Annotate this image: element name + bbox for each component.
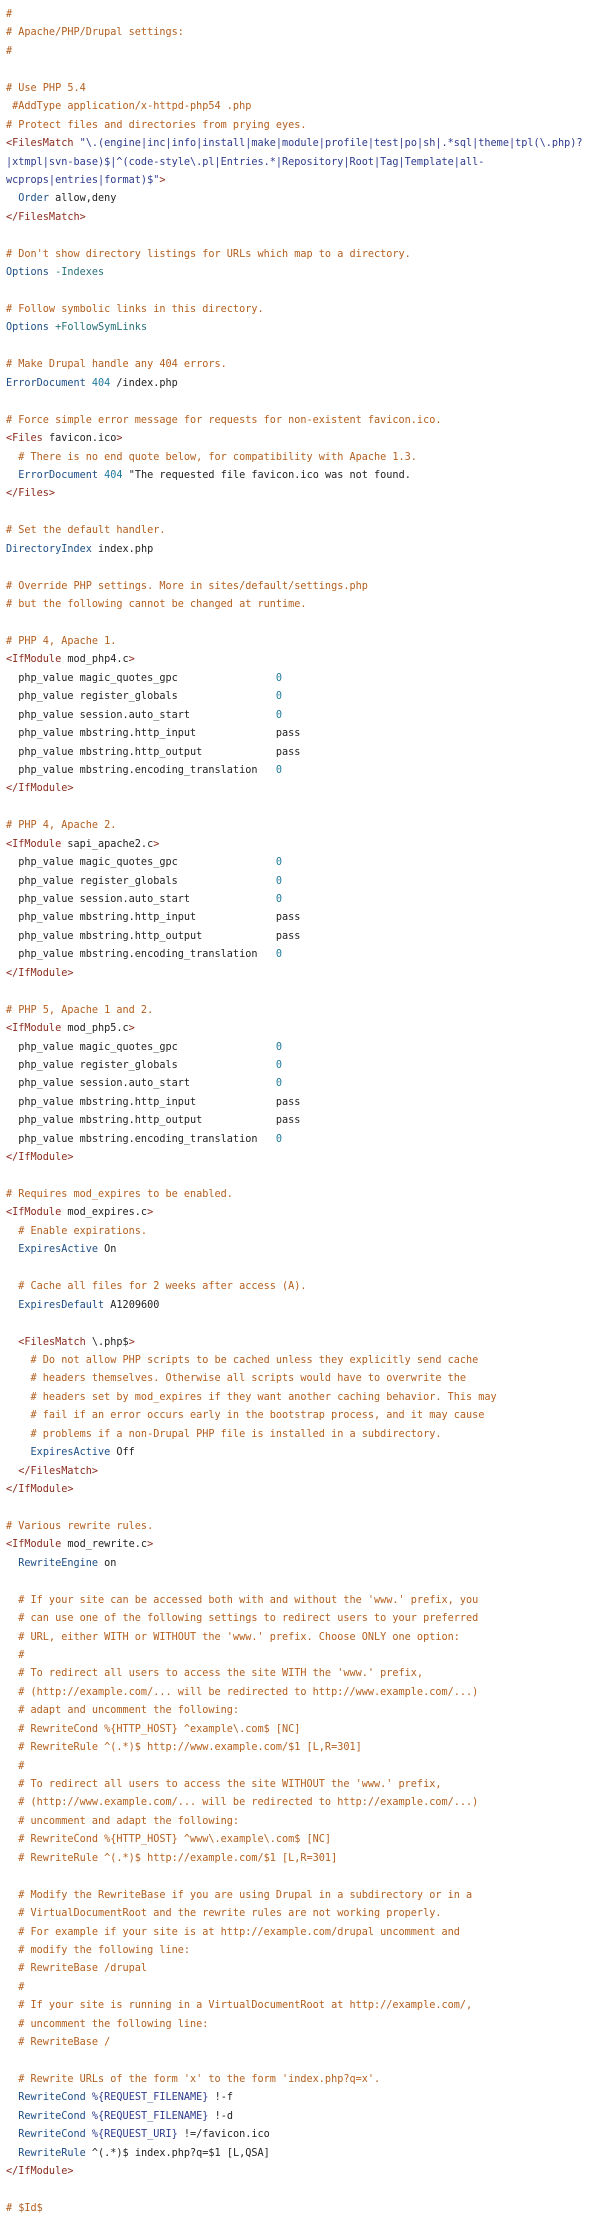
code-line bbox=[6, 1758, 600, 1776]
code-line bbox=[6, 1924, 600, 1942]
code-line bbox=[6, 1131, 600, 1149]
code-line bbox=[6, 1739, 600, 1757]
code-line bbox=[6, 412, 600, 430]
text-token: php_value mbstring.http_output pass bbox=[6, 1115, 301, 1127]
comment-token: # Requires mod_expires to be enabled. bbox=[6, 1189, 233, 1200]
code-line bbox=[6, 1997, 600, 2015]
code-line bbox=[6, 578, 600, 596]
tag-token: <FilesMatch bbox=[18, 1336, 86, 1348]
code-line bbox=[6, 1278, 600, 1296]
directive-token: ErrorDocument bbox=[6, 377, 86, 389]
comment-token: # To redirect all users to access the site WITHOUT the 'www.' prefix, bbox=[6, 1779, 442, 1790]
code-line bbox=[6, 2163, 600, 2181]
code-line bbox=[6, 1241, 600, 1259]
directive-token: ErrorDocument bbox=[18, 469, 99, 481]
code-line bbox=[6, 1463, 600, 1481]
code-line bbox=[6, 1389, 600, 1407]
text-token: php_value magic_quotes_gpc bbox=[6, 1041, 276, 1053]
text-token: php_value register_globals bbox=[6, 691, 276, 703]
code-line bbox=[6, 1979, 600, 1997]
code-line bbox=[6, 301, 600, 319]
code-line bbox=[6, 1407, 600, 1425]
number-token: 0 bbox=[275, 1078, 283, 1090]
code-line bbox=[6, 1555, 600, 1573]
directive-token: Options bbox=[6, 267, 49, 279]
comment-token: # RewriteCond %{HTTP_HOST} ^www\.example\.com$ [NC] bbox=[6, 1834, 332, 1846]
code-line bbox=[6, 1629, 600, 1647]
code-line bbox=[6, 836, 600, 854]
text-token: index.php bbox=[91, 543, 154, 555]
directive-token: ExpiresActive bbox=[18, 1244, 99, 1256]
text-token: php_value session.auto_start bbox=[6, 894, 276, 905]
code-line bbox=[6, 2089, 600, 2107]
blank-line bbox=[6, 283, 600, 301]
text-token: php_value magic_quotes_gpc bbox=[6, 857, 276, 869]
code-line bbox=[6, 1481, 600, 1499]
code-line bbox=[6, 1039, 600, 1057]
tag-token: > bbox=[128, 1023, 135, 1035]
code-line bbox=[6, 1297, 600, 1315]
comment-token: # uncomment and adapt the following: bbox=[6, 1815, 240, 1827]
text-token: php_value mbstring.http_input pass bbox=[6, 912, 301, 924]
code-line bbox=[6, 1204, 600, 1222]
code-line bbox=[6, 246, 600, 264]
text-token: "The requested file favicon.ico was not found. bbox=[122, 469, 411, 481]
option-token: +FollowSymLinks bbox=[55, 322, 148, 334]
tag-token: </IfModule> bbox=[6, 1484, 74, 1495]
text-token: php_value mbstring.encoding_translation bbox=[6, 764, 276, 776]
comment-token: # bbox=[6, 1760, 25, 1772]
code-line bbox=[6, 98, 600, 116]
text-token: php_value session.auto_start bbox=[6, 709, 276, 721]
tag-token: </Files> bbox=[6, 488, 56, 500]
code-line bbox=[6, 965, 600, 983]
code-line bbox=[6, 1960, 600, 1978]
code-line bbox=[6, 154, 600, 172]
text-token: mod_expires.c bbox=[61, 1207, 148, 1219]
number-token: 0 bbox=[275, 691, 283, 703]
blank-line bbox=[6, 1168, 600, 1186]
text-token: mod_php4.c bbox=[61, 654, 129, 666]
code-line bbox=[6, 1813, 600, 1831]
string-token: "\.(engine|inc|info|install|make|module|profile|test|po|sh|.*sql|theme|tpl(\.php)? bbox=[79, 138, 583, 150]
code-line bbox=[6, 2145, 600, 2163]
comment-token: # Protect files and directories from prying eyes. bbox=[6, 119, 307, 131]
code-line bbox=[6, 135, 600, 153]
text-token: php_value session.auto_start bbox=[6, 1078, 276, 1090]
tag-token: <IfModule bbox=[6, 838, 62, 850]
comment-token: # If your site can be accessed both with and without the 'www.' prefix, you bbox=[6, 1594, 479, 1606]
text-token bbox=[6, 1466, 18, 1477]
comment-token: # problems if a non-Drupal PHP file is installed in a subdirectory. bbox=[6, 1428, 442, 1440]
code-line bbox=[6, 1149, 600, 1167]
text-token bbox=[6, 1447, 31, 1458]
tag-token: > bbox=[147, 1539, 154, 1551]
code-line bbox=[6, 1370, 600, 1388]
comment-token: # adapt and uncomment the following: bbox=[6, 1705, 240, 1717]
code-line bbox=[6, 1057, 600, 1075]
comment-token: # Do not allow PHP scripts to be cached unless they explicitly send cache bbox=[6, 1354, 479, 1366]
directive-token: RewriteEngine bbox=[18, 1557, 99, 1569]
text-token: php_value mbstring.http_input pass bbox=[6, 1096, 301, 1108]
tag-token: <FilesMatch bbox=[6, 138, 74, 150]
comment-token: # Use PHP 5.4 bbox=[6, 82, 86, 94]
code-line bbox=[6, 43, 600, 61]
comment-token: # Rewrite URLs of the form 'x' to the form 'index.php?q=x'. bbox=[6, 2074, 381, 2085]
comment-token: # fail if an error occurs early in the bootstrap process, and it may cause bbox=[6, 1410, 485, 1422]
code-line bbox=[6, 1112, 600, 1130]
code-line bbox=[6, 356, 600, 374]
tag-token: > bbox=[116, 433, 123, 445]
number-token: 0 bbox=[275, 764, 283, 776]
code-line bbox=[6, 744, 600, 762]
code-line bbox=[6, 707, 600, 725]
code-line bbox=[6, 946, 600, 964]
code-line bbox=[6, 2200, 600, 2218]
text-token: mod_php5.c bbox=[61, 1023, 129, 1035]
comment-token: # To redirect all users to access the site WITH the 'www.' prefix, bbox=[6, 1668, 424, 1680]
comment-token: # uncomment the following line: bbox=[6, 2018, 209, 2030]
code-line bbox=[6, 80, 600, 98]
tag-token: </IfModule> bbox=[6, 1152, 74, 1164]
comment-token: # bbox=[6, 1649, 25, 1661]
comment-token: # For example if your site is at http://example.com/drupal uncomment and bbox=[6, 1926, 460, 1938]
text-token: On bbox=[98, 1244, 117, 1256]
directive-token: RewriteCond bbox=[18, 2110, 86, 2122]
text-token: php_value mbstring.http_input pass bbox=[6, 728, 301, 740]
code-line bbox=[6, 762, 600, 780]
string-token: wcprops|entries|format)$" bbox=[6, 174, 160, 186]
number-token: 0 bbox=[275, 857, 283, 869]
text-token bbox=[6, 1244, 18, 1255]
text-token bbox=[6, 1558, 18, 1569]
code-line bbox=[6, 1020, 600, 1038]
text-token bbox=[6, 193, 18, 204]
comment-token: # Modify the RewriteBase if you are using Drupal in a subdirectory or in a bbox=[6, 1889, 473, 1901]
code-line bbox=[6, 264, 600, 282]
code-line bbox=[6, 485, 600, 503]
tag-token: > bbox=[128, 654, 135, 666]
tag-token: > bbox=[128, 1336, 135, 1348]
text-token: /index.php bbox=[110, 377, 178, 389]
tag-token: </FilesMatch> bbox=[6, 211, 86, 223]
blank-line bbox=[6, 1499, 600, 1517]
code-line bbox=[6, 1094, 600, 1112]
comment-token: # RewriteBase / bbox=[6, 2037, 111, 2049]
blank-line bbox=[6, 1868, 600, 1886]
directive-token: ExpiresDefault bbox=[18, 1299, 105, 1311]
comment-token: # RewriteCond %{HTTP_HOST} ^example\.com$ [NC] bbox=[6, 1723, 301, 1735]
code-line bbox=[6, 725, 600, 743]
text-token: A1209600 bbox=[104, 1299, 160, 1311]
tag-token: <IfModule bbox=[6, 1207, 62, 1219]
comment-token: # VirtualDocumentRoot and the rewrite rules are not working properly. bbox=[6, 1908, 442, 1920]
code-line bbox=[6, 780, 600, 798]
blank-line bbox=[6, 504, 600, 522]
code-line bbox=[6, 1075, 600, 1093]
code-line bbox=[6, 24, 600, 42]
directive-token: DirectoryIndex bbox=[6, 543, 92, 555]
text-token: on bbox=[98, 1557, 117, 1569]
code-line bbox=[6, 1426, 600, 1444]
code-line bbox=[6, 319, 600, 337]
text-token: php_value mbstring.http_output pass bbox=[6, 746, 301, 758]
tag-token: <IfModule bbox=[6, 1023, 62, 1035]
code-line bbox=[6, 1942, 600, 1960]
number-token: 0 bbox=[275, 1059, 283, 1071]
code-line bbox=[6, 6, 600, 24]
comment-token: # Follow symbolic links in this directory. bbox=[6, 304, 264, 315]
text-token: php_value magic_quotes_gpc bbox=[6, 672, 276, 684]
comment-token: # Various rewrite rules. bbox=[6, 1520, 154, 1532]
text-token bbox=[6, 2111, 18, 2122]
code-line bbox=[6, 2071, 600, 2089]
comment-token: # PHP 4, Apache 2. bbox=[6, 820, 117, 832]
number-token: 0 bbox=[275, 1133, 283, 1145]
code-line bbox=[6, 1002, 600, 1020]
code-line bbox=[6, 1831, 600, 1849]
blank-line bbox=[6, 1260, 600, 1278]
code-line bbox=[6, 190, 600, 208]
code-line bbox=[6, 1352, 600, 1370]
blank-line bbox=[6, 1315, 600, 1333]
text-token: php_value register_globals bbox=[6, 1059, 276, 1071]
code-line bbox=[6, 854, 600, 872]
text-token: allow,deny bbox=[48, 193, 117, 205]
text-token: php_value mbstring.encoding_translation bbox=[6, 949, 276, 961]
text-token: php_value mbstring.encoding_translation bbox=[6, 1133, 276, 1145]
comment-token: # PHP 4, Apache 1. bbox=[6, 635, 117, 647]
comment-token: # can use one of the following settings to redirect users to your preferred bbox=[6, 1613, 479, 1625]
code-line bbox=[6, 2034, 600, 2052]
text-token: !-f bbox=[208, 2092, 233, 2104]
text-token bbox=[6, 2148, 18, 2159]
number-token: 404 bbox=[104, 469, 123, 481]
option-token: -Indexes bbox=[55, 267, 105, 279]
directive-token: Options bbox=[6, 322, 49, 334]
directive-token: ExpiresActive bbox=[30, 1447, 111, 1459]
directive-token: RewriteCond bbox=[18, 2129, 86, 2141]
code-line bbox=[6, 1223, 600, 1241]
tag-token: </IfModule> bbox=[6, 783, 74, 795]
string-token: %{REQUEST_URI} bbox=[91, 2129, 178, 2141]
code-line bbox=[6, 1794, 600, 1812]
code-line bbox=[6, 2126, 600, 2144]
code-line bbox=[6, 541, 600, 559]
text-token bbox=[6, 1300, 18, 1311]
string-token: %{REQUEST_FILENAME} bbox=[91, 2110, 209, 2122]
code-line bbox=[6, 1684, 600, 1702]
code-line bbox=[6, 670, 600, 688]
comment-token: # Make Drupal handle any 404 errors. bbox=[6, 359, 227, 371]
text-token bbox=[6, 2129, 18, 2140]
tag-token: <IfModule bbox=[6, 654, 62, 666]
code-line bbox=[6, 1592, 600, 1610]
code-line bbox=[6, 1334, 600, 1352]
comment-token: # headers set by mod_expires if they want another caching behavior. This may bbox=[6, 1391, 497, 1403]
text-token bbox=[6, 1337, 18, 1348]
code-line bbox=[6, 817, 600, 835]
comment-token: # RewriteBase /drupal bbox=[6, 1963, 148, 1975]
tag-token: </FilesMatch> bbox=[18, 1465, 99, 1477]
code-line bbox=[6, 467, 600, 485]
code-line bbox=[6, 2016, 600, 2034]
comment-token: # RewriteRule ^(.*)$ http://www.example.com/$1 [L,R=301] bbox=[6, 1742, 362, 1754]
comment-token: # $Id$ bbox=[6, 2203, 43, 2215]
comment-token: #AddType application/x-httpd-php54 .php bbox=[6, 101, 252, 113]
comment-token: # (http://www.example.com/... will be redirected to http://example.com/...) bbox=[6, 1797, 479, 1809]
text-token: \.php$ bbox=[85, 1336, 129, 1348]
directive-token: RewriteCond bbox=[18, 2092, 86, 2104]
comment-token: # Cache all files for 2 weeks after access (A). bbox=[6, 1281, 307, 1293]
code-line bbox=[6, 873, 600, 891]
directive-token: RewriteRule bbox=[18, 2147, 86, 2159]
blank-line bbox=[6, 559, 600, 577]
code-line bbox=[6, 449, 600, 467]
comment-token: # If your site is running in a VirtualDocumentRoot at http://example.com/, bbox=[6, 2000, 473, 2012]
text-token: ^(.*)$ index.php?q=$1 [L,QSA] bbox=[85, 2147, 270, 2159]
tag-token: <Files bbox=[6, 433, 43, 445]
number-token: 0 bbox=[275, 949, 283, 961]
comment-token: # bbox=[6, 1981, 25, 1993]
text-token: favicon.ico bbox=[42, 433, 117, 445]
comment-token: # Force simple error message for requests for non-existent favicon.ico. bbox=[6, 414, 442, 426]
text-token: mod_rewrite.c bbox=[61, 1539, 148, 1551]
code-line bbox=[6, 1536, 600, 1554]
code-line bbox=[6, 375, 600, 393]
blank-line bbox=[6, 799, 600, 817]
comment-token: # bbox=[6, 9, 13, 20]
code-line bbox=[6, 172, 600, 190]
blank-line bbox=[6, 1573, 600, 1591]
blank-line bbox=[6, 227, 600, 245]
code-line bbox=[6, 1610, 600, 1628]
blank-line bbox=[6, 61, 600, 79]
code-line bbox=[6, 1647, 600, 1665]
comment-token: # modify the following line: bbox=[6, 1944, 191, 1956]
comment-token: # PHP 5, Apache 1 and 2. bbox=[6, 1004, 154, 1016]
text-token: Off bbox=[110, 1447, 135, 1459]
code-line bbox=[6, 1850, 600, 1868]
code-line bbox=[6, 522, 600, 540]
code-line bbox=[6, 928, 600, 946]
number-token: 0 bbox=[275, 875, 283, 887]
text-token: php_value register_globals bbox=[6, 875, 276, 887]
number-token: 404 bbox=[91, 377, 111, 389]
tag-token: > bbox=[159, 174, 166, 186]
comment-token: # Override PHP settings. More in sites/default/settings.php bbox=[6, 580, 368, 592]
blank-line bbox=[6, 338, 600, 356]
comment-token: # URL, either WITH or WITHOUT the 'www.' prefix. Choose ONLY one option: bbox=[6, 1631, 460, 1643]
text-token: !-d bbox=[208, 2110, 233, 2122]
comment-token: # Set the default handler. bbox=[6, 525, 166, 537]
code-line bbox=[6, 1665, 600, 1683]
blank-line bbox=[6, 2053, 600, 2071]
code-line bbox=[6, 209, 600, 227]
text-token bbox=[6, 470, 18, 481]
comment-token: # Apache/PHP/Drupal settings: bbox=[6, 27, 184, 39]
code-line bbox=[6, 688, 600, 706]
string-token: %{REQUEST_FILENAME} bbox=[91, 2092, 209, 2104]
tag-token: > bbox=[153, 838, 160, 850]
blank-line bbox=[6, 393, 600, 411]
comment-token: # Enable expirations. bbox=[6, 1225, 148, 1237]
tag-token: > bbox=[147, 1207, 154, 1219]
comment-token: # RewriteRule ^(.*)$ http://example.com/$1 [L,R=301] bbox=[6, 1852, 338, 1864]
code-line bbox=[6, 1518, 600, 1536]
code-line bbox=[6, 1444, 600, 1462]
code-line bbox=[6, 1702, 600, 1720]
blank-line bbox=[6, 614, 600, 632]
code-line bbox=[6, 117, 600, 135]
comment-token: # Don't show directory listings for URLs which map to a directory. bbox=[6, 248, 411, 260]
code-line bbox=[6, 1186, 600, 1204]
string-token: |xtmpl|svn-base)$|^(code-style\.pl|Entries.*|Repository|Root|Tag|Template|all- bbox=[6, 156, 485, 168]
number-token: 0 bbox=[275, 894, 283, 905]
code-line bbox=[6, 1905, 600, 1923]
code-line bbox=[6, 633, 600, 651]
tag-token: </IfModule> bbox=[6, 967, 74, 979]
code-line bbox=[6, 891, 600, 909]
code-line bbox=[6, 651, 600, 669]
text-token bbox=[6, 2092, 18, 2103]
code-line bbox=[6, 2108, 600, 2126]
number-token: 0 bbox=[275, 672, 283, 684]
comment-token: # headers themselves. Otherwise all scripts would have to overwrite the bbox=[6, 1373, 467, 1385]
blank-line bbox=[6, 2182, 600, 2200]
text-token: sapi_apache2.c bbox=[61, 838, 154, 850]
code-line bbox=[6, 1776, 600, 1794]
blank-line bbox=[6, 983, 600, 1001]
comment-token: # There is no end quote below, for compatibility with Apache 1.3. bbox=[6, 451, 417, 463]
code-line bbox=[6, 1721, 600, 1739]
number-token: 0 bbox=[275, 709, 283, 721]
code-line bbox=[6, 909, 600, 927]
text-token: php_value mbstring.http_output pass bbox=[6, 930, 301, 942]
comment-token: # (http://example.com/... will be redirected to http://www.example.com/...) bbox=[6, 1686, 479, 1698]
code-line bbox=[6, 1887, 600, 1905]
tag-token: </IfModule> bbox=[6, 2166, 74, 2178]
comment-token: # but the following cannot be changed at runtime. bbox=[6, 599, 307, 610]
code-line bbox=[6, 430, 600, 448]
code-line bbox=[6, 596, 600, 614]
number-token: 0 bbox=[275, 1041, 283, 1053]
comment-token: # bbox=[6, 45, 13, 57]
directive-token: Order bbox=[18, 193, 49, 205]
text-token: !=/favicon.ico bbox=[177, 2129, 270, 2141]
tag-token: <IfModule bbox=[6, 1539, 62, 1551]
